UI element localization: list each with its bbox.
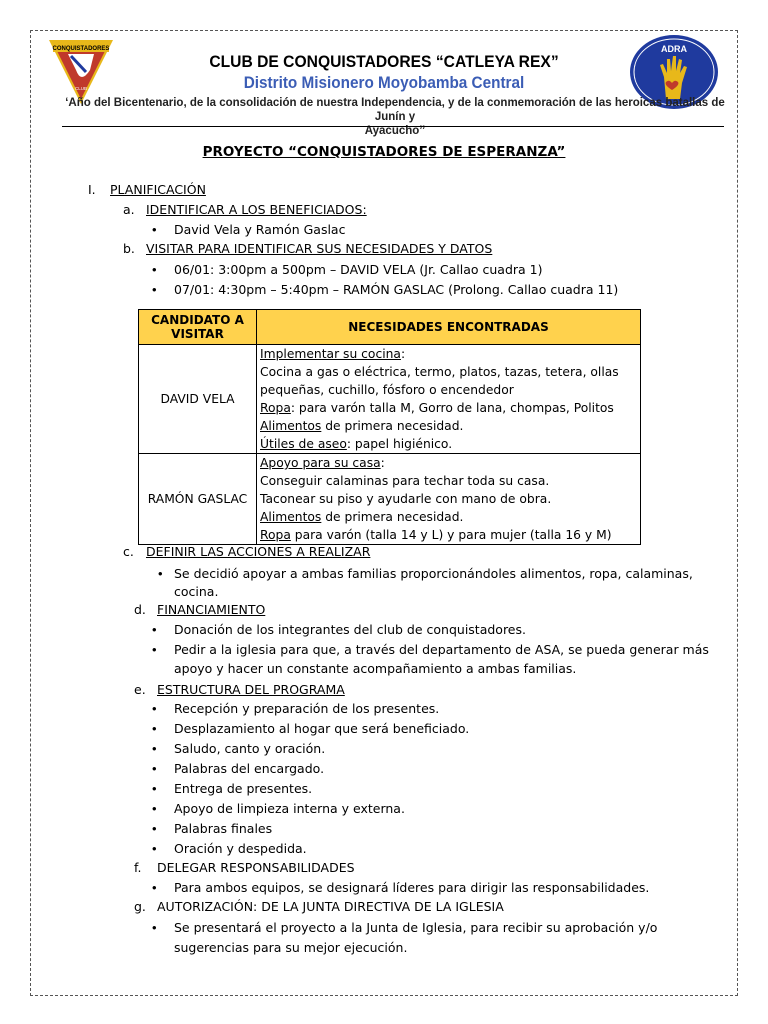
list-item: Apoyo de limpieza interna y externa. [174, 801, 405, 816]
list-item: Saludo, canto y oración. [174, 741, 326, 756]
list-item: 07/01: 4:30pm – 5:40pm – RAMÓN GASLAC (Prolong. Callao cuadra 11) [174, 282, 619, 297]
list-item: 06/01: 3:00pm a 500pm – DAVID VELA (Jr. Callao cuadra 1) [174, 262, 543, 277]
bullet-icon: • [152, 642, 157, 657]
motto-line-2: Ayacucho’’ [364, 125, 426, 137]
need-heading: Alimentos [260, 510, 322, 524]
need-text: Taconear su piso y ayudarle con mano de obra. [260, 492, 552, 506]
needs-cell [257, 454, 641, 545]
list-item: Recepción y preparación de los presentes. [174, 701, 440, 716]
table-row [139, 454, 641, 545]
item-d-title: FINANCIAMIENTO [157, 602, 266, 617]
bullet-icon: • [152, 920, 157, 935]
list-item: Oración y despedida. [174, 841, 307, 856]
need-text: : papel higiénico. [346, 437, 453, 451]
section-title: PLANIFICACIÓN [110, 182, 206, 197]
item-e-letter: e. [134, 682, 146, 697]
item-e-title: ESTRUCTURA DEL PROGRAMA [157, 682, 345, 697]
list-item-continued: cocina. [174, 584, 219, 599]
club-title: CLUB DE CONQUISTADORES “CATLEYA REX” [209, 52, 559, 71]
bullet-icon: • [152, 801, 157, 816]
list-item: Palabras del encargado. [174, 761, 325, 776]
bullet-icon: • [152, 282, 157, 297]
need-text: pequeñas, cuchillo, fósforo o encendedor [260, 383, 514, 397]
bullet-icon: • [152, 262, 157, 277]
list-item: Se presentará el proyecto a la Junta de Iglesia, para recibir su aprobación y/o [174, 920, 658, 935]
header-divider [62, 126, 724, 127]
header-candidate-line-1: CANDIDATO A [151, 313, 244, 327]
need-text: : [380, 456, 385, 470]
bullet-icon: • [152, 841, 157, 856]
need-text: de primera necesidad. [321, 510, 464, 524]
need-heading: Útiles de aseo [260, 437, 347, 451]
need-text: : para varón talla M, Gorro de lana, chompas, Politos [290, 401, 614, 415]
svg-text:CLUB: CLUB [74, 86, 88, 91]
district-subtitle: Distrito Misionero Moyobamba Central [243, 73, 525, 92]
bullet-icon: • [152, 880, 157, 895]
year-motto [60, 96, 730, 138]
list-item: Desplazamiento al hogar que será beneficiado. [174, 721, 470, 736]
item-b-letter: b. [123, 241, 135, 256]
bullet-icon: • [152, 781, 157, 796]
need-text: Cocina a gas o eléctrica, termo, platos, tazas, tetera, ollas [260, 365, 619, 379]
needs-cell [257, 345, 641, 454]
bullet-icon: • [152, 741, 157, 756]
need-text: : [400, 347, 406, 361]
header-candidate-line-2: VISITAR [171, 327, 224, 341]
item-d-letter: d. [134, 602, 146, 617]
candidate-cell: DAVID VELA [139, 345, 257, 454]
bullet-icon: • [152, 721, 157, 736]
table-header-needs: NECESIDADES ENCONTRADAS [257, 310, 641, 345]
section-number: I. [88, 182, 96, 197]
item-f-title: DELEGAR RESPONSABILIDADES [157, 860, 355, 875]
list-item: Palabras finales [174, 821, 273, 836]
bullet-icon: • [152, 622, 157, 637]
item-a-letter: a. [123, 202, 135, 217]
svg-text:CONQUISTADORES: CONQUISTADORES [52, 46, 110, 52]
item-f-letter: f. [134, 860, 142, 875]
project-title: PROYECTO “CONQUISTADORES DE ESPERANZA” [202, 144, 566, 160]
list-item-continued: apoyo y hacer un constante acompañamiento a ambas familias. [174, 661, 577, 676]
bullet-icon: • [152, 821, 157, 836]
item-b-title: VISITAR PARA IDENTIFICAR SUS NECESIDADES Y DATOS [146, 241, 493, 256]
item-g-letter: g. [134, 899, 146, 914]
list-item: Se decidió apoyar a ambas familias proporcionándoles alimentos, ropa, calaminas, [174, 566, 693, 581]
list-item: Donación de los integrantes del club de conquistadores. [174, 622, 526, 637]
need-text: de primera necesidad. [321, 419, 464, 433]
table-row [139, 345, 641, 454]
item-g-title: AUTORIZACIÓN: DE LA JUNTA DIRECTIVA DE LA IGLESIA [157, 899, 504, 914]
svg-text:ADRA: ADRA [661, 44, 687, 54]
list-item: Pedir a la iglesia para que, a través del departamento de ASA, se pueda generar más [174, 642, 709, 657]
item-c-title: DEFINIR LAS ACCIONES A REALIZAR [146, 544, 371, 559]
list-item: Entrega de presentes. [174, 781, 313, 796]
table-header-candidate [139, 310, 257, 345]
bullet-icon: • [152, 701, 157, 716]
need-text: para varón (talla 14 y L) y para mujer (talla 16 y M) [290, 528, 612, 542]
need-heading: Alimentos [260, 419, 322, 433]
need-heading: Implementar su cocina [260, 347, 401, 361]
item-a-title: IDENTIFICAR A LOS BENEFICIADOS: [146, 202, 367, 217]
needs-table [138, 309, 641, 545]
list-item: Para ambos equipos, se designará líderes para dirigir las responsabilidades. [174, 880, 650, 895]
candidate-cell: RAMÓN GASLAC [139, 454, 257, 545]
need-heading: Apoyo para su casa [260, 456, 381, 470]
need-text: Conseguir calaminas para techar toda su casa. [260, 474, 550, 488]
item-c-letter: c. [123, 544, 134, 559]
list-item: David Vela y Ramón Gaslac [174, 222, 346, 237]
bullet-icon: • [152, 222, 157, 237]
need-heading: Ropa [260, 528, 291, 542]
motto-line-1: ‘Año del Bicentenario, de la consolidación de nuestra Independencia, y de la conmemoración de las heroicas batallas de Junín y [65, 97, 725, 123]
list-item-continued: sugerencias para su mejor ejecución. [174, 940, 408, 955]
bullet-icon: • [158, 566, 163, 581]
need-heading: Ropa [260, 401, 291, 415]
table-header-row [139, 310, 641, 345]
bullet-icon: • [152, 761, 157, 776]
